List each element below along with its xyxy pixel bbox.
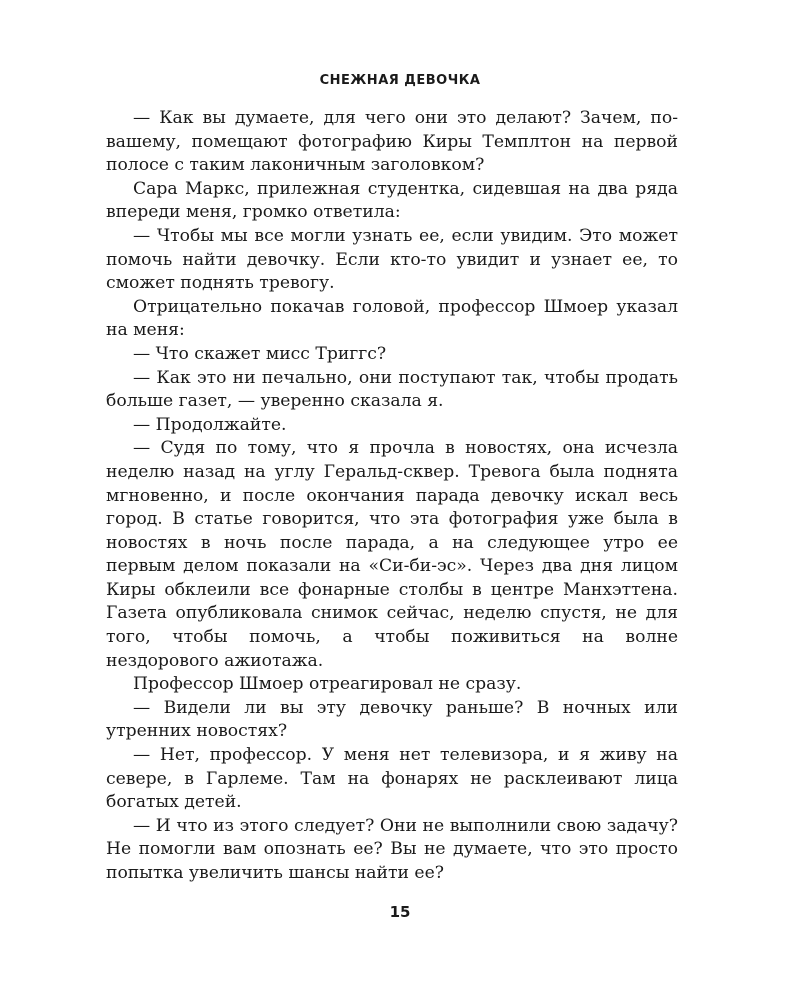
paragraph: — Нет, профессор. У меня нет телевизора, и я живу на севере, в Гарлеме. Там на фонарях не расклеивают лица богатых детей. [106,745,678,813]
paragraph: — Как это ни печально, они поступают так, чтобы продать больше газет, — уверенно сказала я. [106,367,678,412]
paragraph: — Судя по тому, что я прочла в новостях, она исчезла неделю назад на углу Геральд-сквер. Тревога была поднята мгновенно, и после окончания парада девочку искал весь город. В статье говорится, что эта фотография уже была в новостях в ночь после парада, а на следующее утро ее первым делом показали на «Си-би-эс». Через два дня лицом Киры обклеили все фонарные столбы в центре Манхэттена. Газета опубликовала снимок сейчас, неделю спустя, не для того, чтобы помочь, а чтобы поживиться на волне нездорового ажиотажа. [106,438,678,671]
paragraph: Сара Маркс, прилежная студентка, сидевшая на два ряда впереди меня, громко ответила: [106,178,678,223]
running-title: СНЕЖНАЯ ДЕВОЧКА [319,73,481,88]
paragraph: — Как вы думаете, для чего они это делают? Зачем, по-вашему, помещают фотографию Киры Темплтон на первой полосе с таким лаконичным заголовком? [106,108,678,176]
page-number: 15 [389,903,411,921]
body-text [106,107,678,886]
paragraph: Профессор Шмоер отреагировал не сразу. [133,674,522,695]
paragraph: — Продолжайте. [133,414,287,435]
paragraph: — Видели ли вы эту девочку раньше? В ночных или утренних новостях? [106,697,678,742]
paragraph: — Чтобы мы все могли узнать ее, если увидим. Это может помочь найти девочку. Если кто-то увидит и узнает ее, то сможет поднять тревогу. [106,225,678,294]
paragraph: Отрицательно покачав головой, профессор Шмоер указал на меня: [106,296,678,341]
paragraph: — Что скажет мисс Триггс? [133,343,387,364]
paragraph: — И что из этого следует? Они не выполнили свою задачу? Не помогли вам опознать ее? Вы не думаете, что это просто попытка увеличить шансы найти ее? [106,815,678,883]
